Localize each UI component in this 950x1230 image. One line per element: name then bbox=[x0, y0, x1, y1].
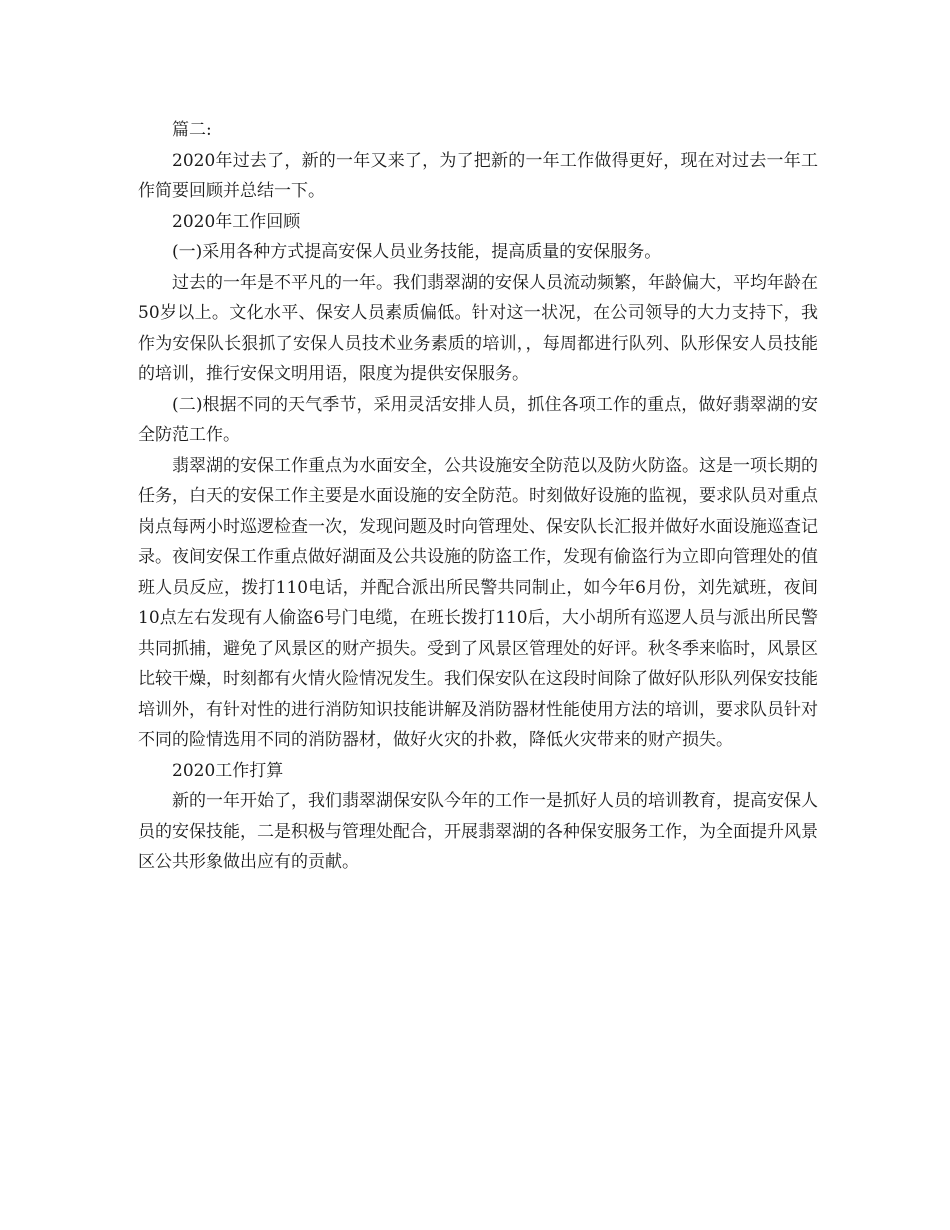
review-item-2-heading: (二)根据不同的天气季节，采用灵活安排人员，抓住各项工作的重点，做好翡翠湖的安全防范工作。 bbox=[138, 394, 818, 445]
intro-paragraph: 2020年过去了，新的一年又来了，为了把新的一年工作做得更好，现在对过去一年工作简要回顾并总结一下。 bbox=[138, 150, 818, 201]
plan-heading: 2020工作打算 bbox=[172, 760, 284, 781]
review-item-1-paragraph: 过去的一年是不平凡的一年。我们翡翠湖的安保人员流动频繁，年龄偏大，平均年龄在50岁以上。文化水平、保安人员素质偏低。针对这一状况，在公司领导的大力支持下，我作为安保队长狠抓了安保人员技术业务素质的培训，，每周都进行队列、队形保安人员技能的培训，推行安保文明用语，限度为提供安保服务。 bbox=[138, 272, 818, 384]
review-item-2-paragraph: 翡翠湖的安保工作重点为水面安全，公共设施安全防范以及防火防盗。这是一项长期的任务，白天的安保工作主要是水面设施的安全防范。时刻做好设施的监视，要求队员对重点岗点每两小时巡逻检查一次，发现问题及时向管理处、保安队长汇报并做好水面设施巡查记录。夜间安保工作重点做好湖面及公共设施的防盗工作，发现有偷盗行为立即向管理处的值班人员反应，拨打110电话，并配合派出所民警共同制止，如今年6月份，刘先斌班，夜间10点左右发现有人偷盗6号门电缆，在班长拨打110后，大小胡所有巡逻人员与派出所民警共同抓捕，避免了风景区的财产损失。受到了风景区管理处的好评。秋冬季来临时，风景区比较干燥，时刻都有火情火险情况发生。我们保安队在这段时间除了做好队形队列保安技能培训外，有针对性的进行消防知识技能讲解及消防器材性能使用方法的培训，要求队员针对不同的险情选用不同的消防器材，做好火灾的扑救，降低火灾带来的财产损失。 bbox=[138, 455, 818, 750]
section-label: 篇二: bbox=[172, 120, 212, 140]
review-item-1-heading: (一)采用各种方式提高安保人员业务技能，提高质量的安保服务。 bbox=[172, 242, 662, 262]
plan-paragraph: 新的一年开始了，我们翡翠湖保安队今年的工作一是抓好人员的培训教育，提高安保人员的安保技能，二是积极与管理处配合，开展翡翠湖的各种保安服务工作，为全面提升风景区公共形象做出应有的贡献。 bbox=[138, 791, 818, 872]
review-heading: 2020年工作回顾 bbox=[172, 211, 301, 232]
document-body bbox=[138, 115, 818, 878]
